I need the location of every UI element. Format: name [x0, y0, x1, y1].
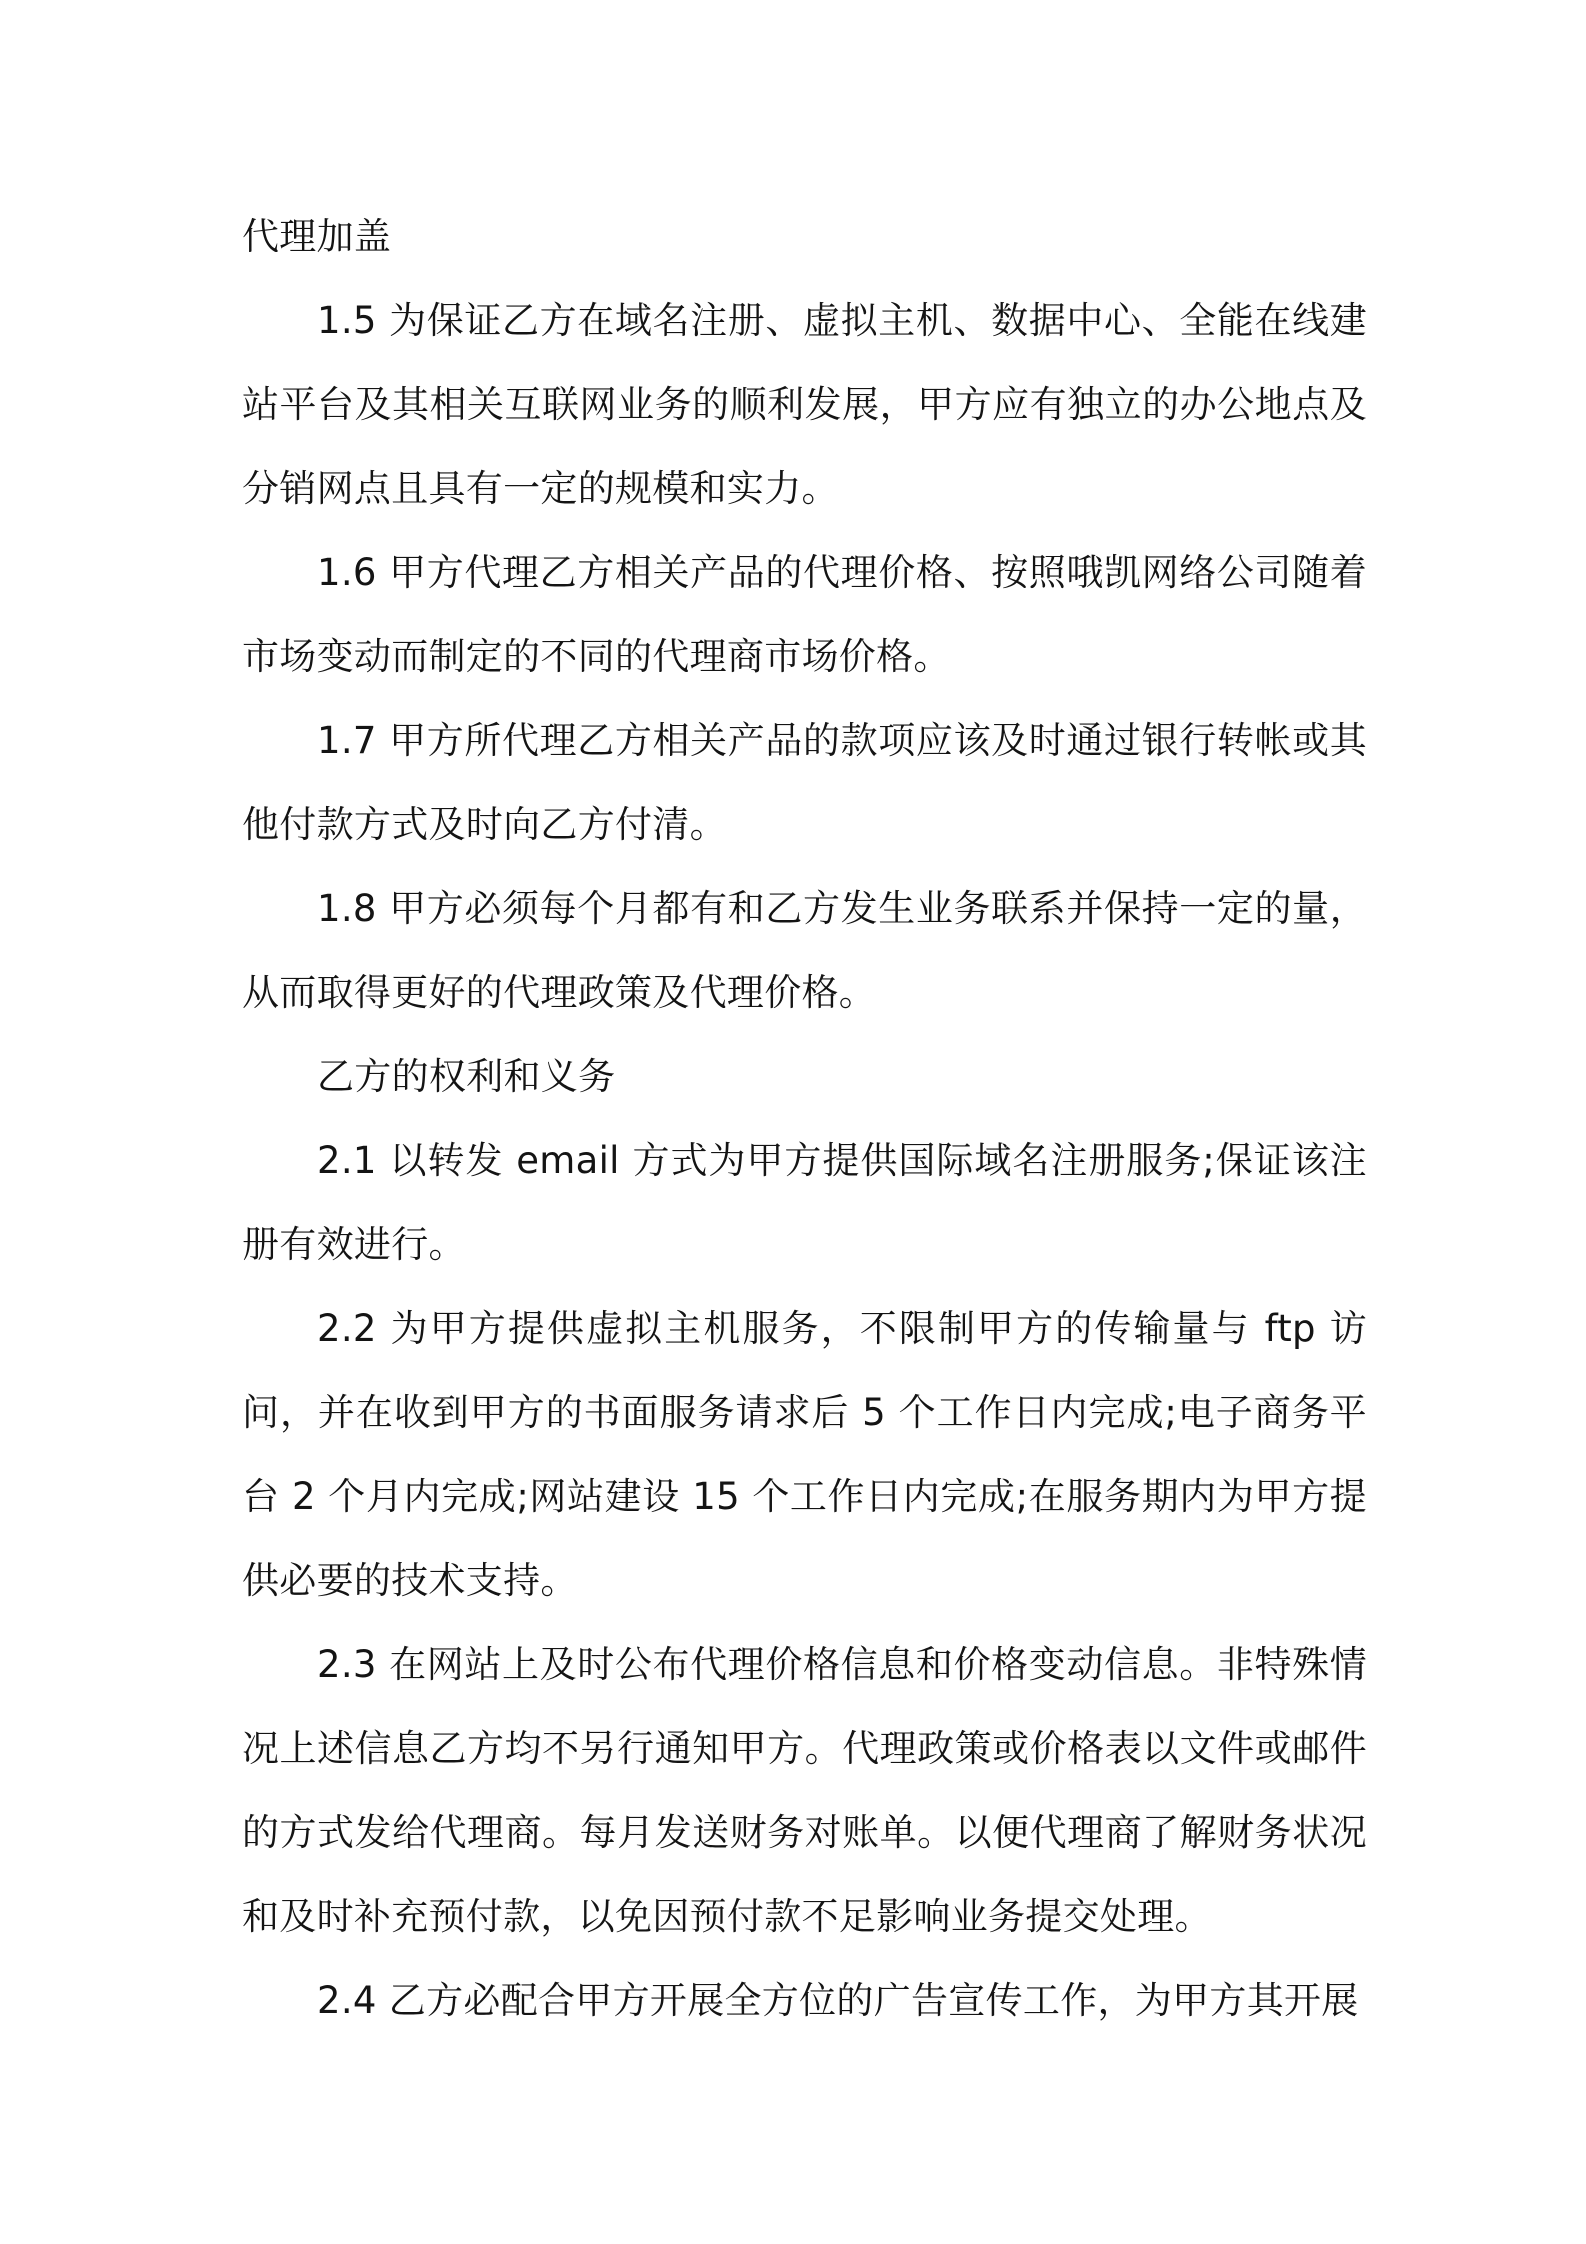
paragraph-1-5: 1.5 为保证乙方在域名注册、虚拟主机、数据中心、全能在线建站平台及其相关互联网业务的顺利发展，甲方应有独立的办公地点及分销网点且具有一定的规模和实力。	[242, 299, 1367, 510]
paragraph-2-4: 2.4 乙方必配合甲方开展全方位的广告宣传工作，为甲方其开展	[317, 1979, 1359, 2022]
paragraph-1-8: 1.8 甲方必须每个月都有和乙方发生业务联系并保持一定的量，从而取得更好的代理政策及代理价格。	[242, 887, 1367, 1014]
paragraph-2-3: 2.3 在网站上及时公布代理价格信息和价格变动信息。非特殊情况上述信息乙方均不另行通知甲方。代理政策或价格表以文件或邮件的方式发给代理商。每月发送财务对账单。以便代理商了解财务状况和及时补充预付款，以免因预付款不足影响业务提交处理。	[242, 1643, 1367, 1938]
paragraph-2-2: 2.2 为甲方提供虚拟主机服务，不限制甲方的传输量与 ftp 访问，并在收到甲方的书面服务请求后 5 个工作日内完成;电子商务平台 2 个月内完成;网站建设 15 个工作日内完成;在服务期内为甲方提供必要的技术支持。	[242, 1307, 1367, 1602]
paragraph-0: 代理加盖	[242, 215, 392, 258]
paragraph-1-7: 1.7 甲方所代理乙方相关产品的款项应该及时通过银行转帐或其他付款方式及时向乙方付清。	[242, 719, 1367, 846]
paragraph-2-1: 2.1 以转发 email 方式为甲方提供国际域名注册服务;保证该注册有效进行。	[242, 1139, 1367, 1266]
paragraph-1-6: 1.6 甲方代理乙方相关产品的代理价格、按照哦凯网络公司随着市场变动而制定的不同的代理商市场价格。	[242, 551, 1367, 678]
document-body	[242, 195, 1367, 2043]
section-heading-party-b: 乙方的权利和义务	[317, 1055, 616, 1098]
